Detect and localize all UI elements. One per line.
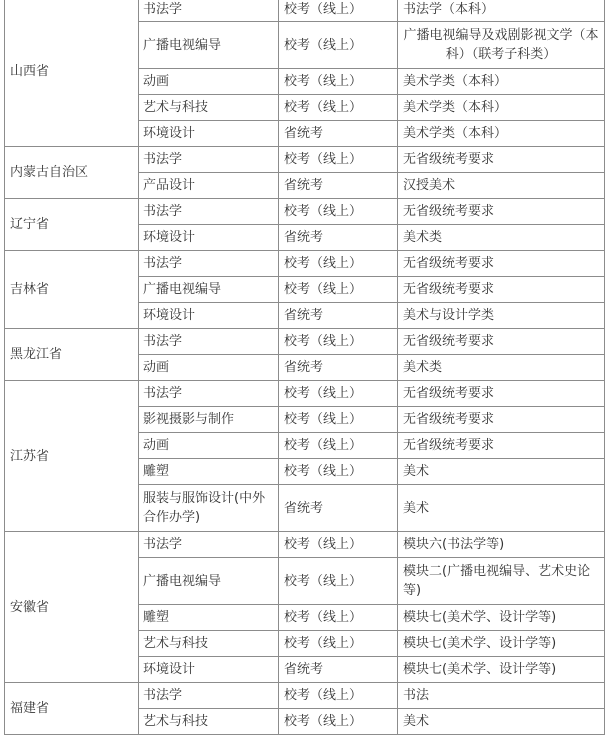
exam-type-cell: 校考（线上） (279, 631, 398, 657)
table-row (5, 683, 605, 709)
category-cell: 书法 (398, 683, 605, 709)
table-row (5, 329, 605, 355)
category-cell: 美术与设计学类 (398, 303, 605, 329)
exam-type-cell: 省统考 (279, 303, 398, 329)
category-cell: 美术学类（本科） (398, 69, 605, 95)
major-cell: 环境设计 (139, 121, 279, 147)
category-cell: 无省级统考要求 (398, 147, 605, 173)
exam-type-cell: 校考（线上） (279, 459, 398, 485)
major-cell: 动画 (139, 355, 279, 381)
category-cell: 美术类 (398, 225, 605, 251)
exam-type-cell: 校考（线上） (279, 433, 398, 459)
province-cell: 福建省 (5, 683, 139, 735)
major-cell: 动画 (139, 433, 279, 459)
major-cell: 广播电视编导 (139, 22, 279, 69)
exam-type-cell: 校考（线上） (279, 407, 398, 433)
category-cell: 模块七(美术学、设计学等) (398, 605, 605, 631)
category-cell: 无省级统考要求 (398, 199, 605, 225)
exam-type-cell: 校考（线上） (279, 558, 398, 605)
category-cell: 美术学类（本科） (398, 95, 605, 121)
major-cell: 环境设计 (139, 303, 279, 329)
table-row (5, 147, 605, 173)
category-cell: 美术类 (398, 355, 605, 381)
category-cell: 无省级统考要求 (398, 277, 605, 303)
exam-type-cell: 校考（线上） (279, 69, 398, 95)
category-cell: 汉授美术 (398, 173, 605, 199)
province-cell: 内蒙古自治区 (5, 147, 139, 199)
exam-type-cell: 省统考 (279, 485, 398, 532)
major-cell: 影视摄影与制作 (139, 407, 279, 433)
province-cell: 山西省 (5, 0, 139, 147)
major-cell: 书法学 (139, 381, 279, 407)
exam-type-cell: 省统考 (279, 225, 398, 251)
province-cell: 黑龙江省 (5, 329, 139, 381)
exam-type-cell: 校考（线上） (279, 605, 398, 631)
category-cell: 美术 (398, 485, 605, 532)
category-cell: 无省级统考要求 (398, 251, 605, 277)
major-cell: 艺术与科技 (139, 95, 279, 121)
major-cell: 环境设计 (139, 657, 279, 683)
major-cell: 书法学 (139, 147, 279, 173)
exam-type-cell: 校考（线上） (279, 683, 398, 709)
province-cell: 江苏省 (5, 381, 139, 532)
major-cell: 广播电视编导 (139, 558, 279, 605)
exam-type-cell: 校考（线上） (279, 329, 398, 355)
table-row (5, 251, 605, 277)
major-cell: 雕塑 (139, 605, 279, 631)
exam-type-cell: 省统考 (279, 173, 398, 199)
major-cell: 艺术与科技 (139, 631, 279, 657)
exam-type-cell: 校考（线上） (279, 381, 398, 407)
category-cell: 模块六(书法学等) (398, 532, 605, 558)
major-cell: 书法学 (139, 251, 279, 277)
category-cell: 无省级统考要求 (398, 381, 605, 407)
major-cell: 环境设计 (139, 225, 279, 251)
exam-type-cell: 校考（线上） (279, 251, 398, 277)
major-cell: 书法学 (139, 0, 279, 22)
major-cell: 艺术与科技 (139, 709, 279, 735)
major-cell: 书法学 (139, 532, 279, 558)
major-cell: 动画 (139, 69, 279, 95)
category-cell: 书法学（本科） (398, 0, 605, 22)
category-cell: 无省级统考要求 (398, 433, 605, 459)
table-row (5, 0, 605, 22)
exam-type-cell: 校考（线上） (279, 22, 398, 69)
exam-type-cell: 校考（线上） (279, 709, 398, 735)
exam-type-cell: 校考（线上） (279, 0, 398, 22)
category-cell: 模块七(美术学、设计学等) (398, 631, 605, 657)
table-body (5, 0, 605, 735)
province-cell: 辽宁省 (5, 199, 139, 251)
table-row (5, 199, 605, 225)
category-cell: 无省级统考要求 (398, 407, 605, 433)
category-cell: 无省级统考要求 (398, 329, 605, 355)
admissions-table (4, 0, 605, 735)
major-cell: 广播电视编导 (139, 277, 279, 303)
exam-type-cell: 校考（线上） (279, 532, 398, 558)
category-cell: 美术 (398, 709, 605, 735)
exam-type-cell: 校考（线上） (279, 199, 398, 225)
major-cell: 书法学 (139, 199, 279, 225)
major-cell: 产品设计 (139, 173, 279, 199)
category-cell: 模块二(广播电视编导、艺术史论等) (398, 558, 605, 605)
table-row (5, 381, 605, 407)
province-cell: 吉林省 (5, 251, 139, 329)
exam-type-cell: 省统考 (279, 121, 398, 147)
category-cell: 模块七(美术学、设计学等) (398, 657, 605, 683)
category-cell: 广播电视编导及戏剧影视文学（本科）（联考子科类） (398, 22, 605, 69)
major-cell: 雕塑 (139, 459, 279, 485)
exam-type-cell: 省统考 (279, 355, 398, 381)
table-row (5, 532, 605, 558)
major-cell: 书法学 (139, 683, 279, 709)
category-cell: 美术学类（本科） (398, 121, 605, 147)
province-cell: 安徽省 (5, 532, 139, 683)
exam-type-cell: 校考（线上） (279, 277, 398, 303)
major-cell: 书法学 (139, 329, 279, 355)
category-cell: 美术 (398, 459, 605, 485)
exam-type-cell: 校考（线上） (279, 95, 398, 121)
major-cell: 服装与服饰设计(中外合作办学) (139, 485, 279, 532)
exam-type-cell: 校考（线上） (279, 147, 398, 173)
exam-type-cell: 省统考 (279, 657, 398, 683)
